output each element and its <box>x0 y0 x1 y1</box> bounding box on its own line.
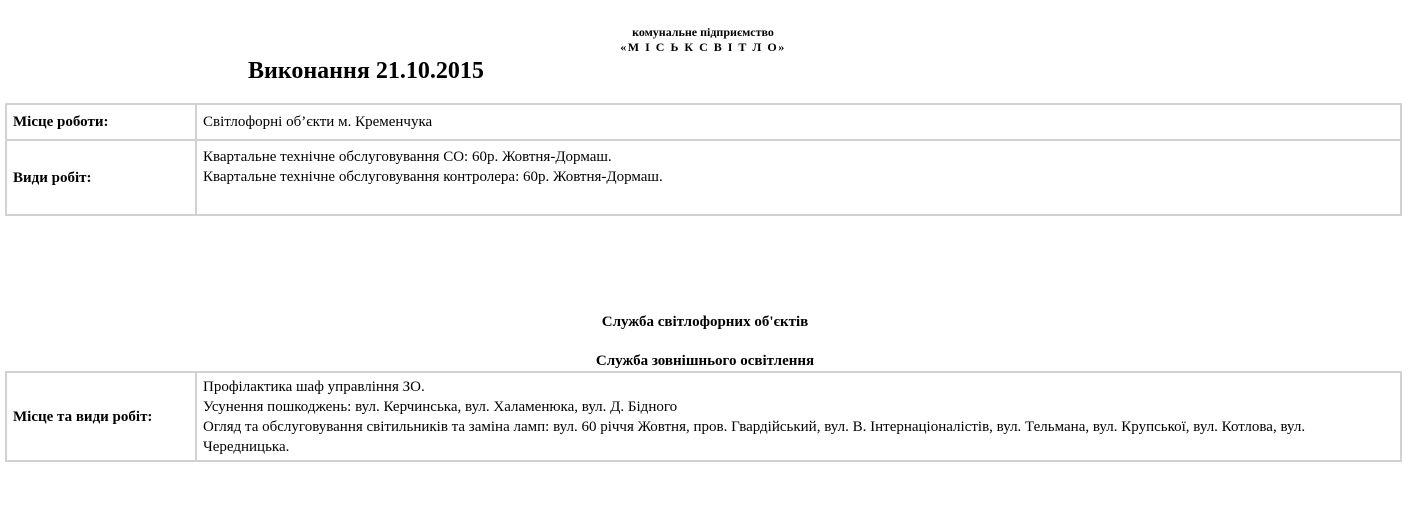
place-value: Світлофорні об’єкти м. Кременчука <box>196 104 1401 140</box>
work-line: Профілактика шаф управління ЗО. <box>203 378 425 395</box>
place-and-works-label: Місце та види робіт: <box>6 372 196 461</box>
work-line: Огляд та обслуговування світильників та заміна ламп: вул. 60 річчя Жовтня, пров. Гвардійський, вул. В. Інтернаціоналістів, вул. Тельмана, вул. Крупської, вул. Котлова, вул. Чередницька. <box>203 418 1306 455</box>
traffic-service-heading: Служба світлофорних об'єктів <box>601 314 809 330</box>
page-title: Виконання 21.10.2015 <box>248 58 484 84</box>
organization-name: «М І С Ь К С В І Т Л О» <box>620 40 786 54</box>
lighting-service-heading: Служба зовнішнього освітлення <box>595 353 815 369</box>
table-row <box>6 140 1401 215</box>
work-info-table <box>5 103 1402 216</box>
organization-type: комунальне підприємство <box>632 25 774 39</box>
works-line: Квартальне технічне обслуговування СО: 60р. Жовтня-Дормаш. <box>203 149 612 165</box>
work-line: Усунення пошкоджень: вул. Керчинська, вул. Халаменюка, вул. Д. Бідного <box>203 398 678 415</box>
place-label: Місце роботи: <box>6 104 196 140</box>
works-value <box>196 140 1401 215</box>
table-row <box>6 104 1401 140</box>
table-row <box>6 372 1401 461</box>
place-and-works-value <box>196 372 1401 461</box>
lighting-work-table <box>5 371 1402 462</box>
works-label: Види робіт: <box>6 140 196 215</box>
works-line: Квартальне технічне обслуговування контролера: 60р. Жовтня-Дормаш. <box>203 169 663 185</box>
